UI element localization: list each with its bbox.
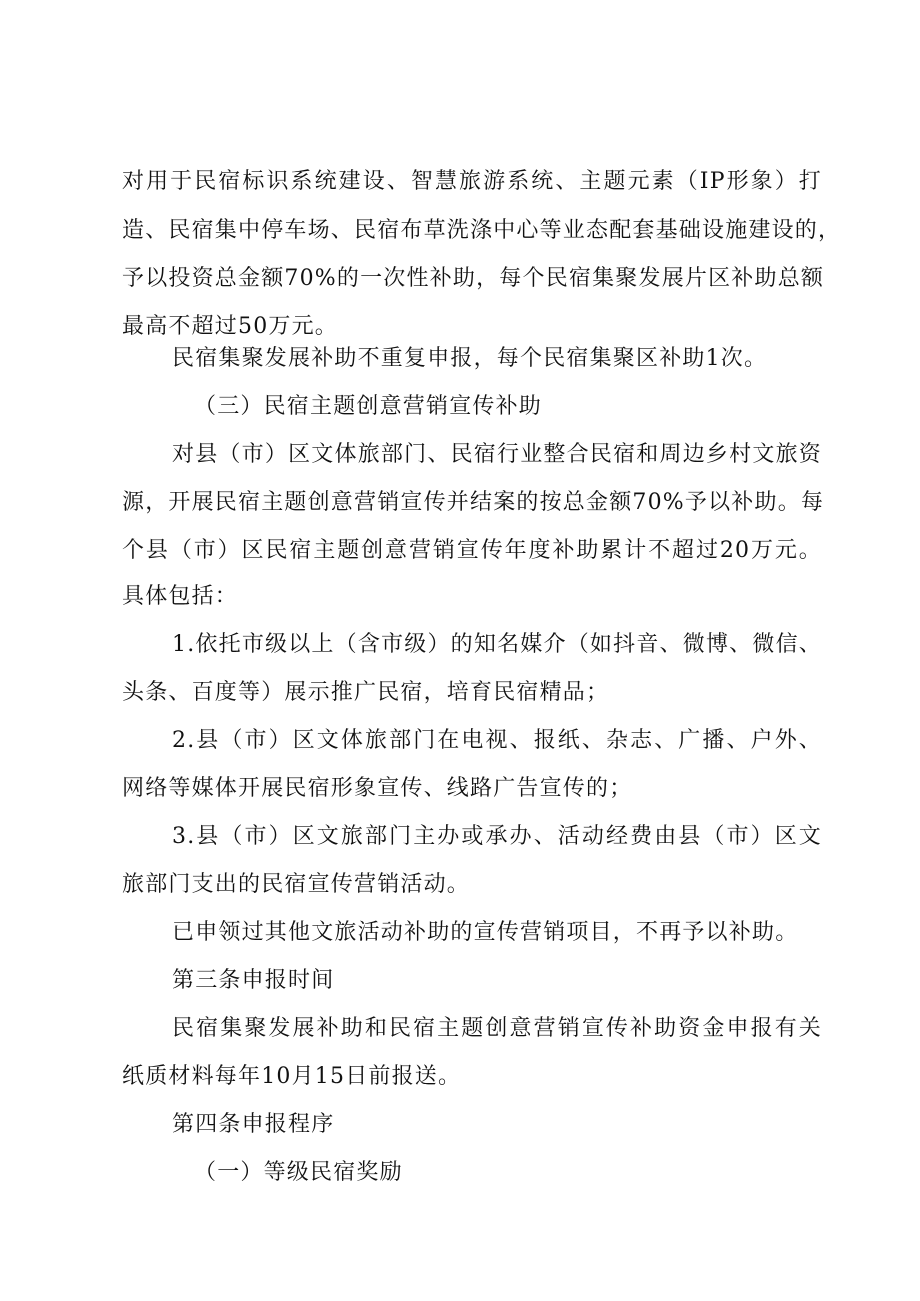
section-heading: （一）等级民宿奖励 bbox=[194, 1160, 403, 1185]
paragraph-line: 造、民宿集中停车场、民宿布草洗涤中心等业态配套基础设施建设的， bbox=[122, 218, 842, 243]
paragraph-line: 已申领过其他文旅活动补助的宣传营销项目，不再予以补助。 bbox=[172, 920, 799, 945]
paragraph-line: 予以投资总金额70%的一次性补助，每个民宿集聚发展片区补助总额 bbox=[122, 266, 825, 291]
list-item-line: 头条、百度等）展示推广民宿，培育民宿精品； bbox=[122, 680, 610, 705]
paragraph-line: 对用于民宿标识系统建设、智慧旅游系统、主题元素（IP形象）打 bbox=[122, 169, 822, 194]
paragraph-line: 源，开展民宿主题创意营销宣传并结案的按总金额70%予以补助。每 bbox=[122, 490, 825, 515]
list-item-line: 旅部门支出的民宿宣传营销活动。 bbox=[122, 872, 471, 897]
paragraph-line: 具体包括： bbox=[122, 584, 239, 609]
paragraph-line: 最高不超过50万元。 bbox=[122, 314, 338, 339]
list-item-line: 2.县（市）区文体旅部门在电视、报纸、杂志、广播、户外、 bbox=[172, 728, 822, 753]
paragraph-line: 对县（市）区文体旅部门、民宿行业整合民宿和周边乡村文旅资 bbox=[172, 442, 822, 467]
paragraph-line: 民宿集聚发展补助不重复申报，每个民宿集聚区补助1次。 bbox=[172, 346, 768, 371]
article-heading: 第三条申报时间 bbox=[172, 968, 335, 993]
paragraph-line: 个县（市）区民宿主题创意营销宣传年度补助累计不超过20万元。 bbox=[122, 538, 822, 563]
list-item-line: 1.依托市级以上（含市级）的知名媒介（如抖音、微博、微信、 bbox=[172, 632, 822, 657]
list-item-line: 网络等媒体开展民宿形象宣传、线路广告宣传的； bbox=[122, 776, 633, 801]
section-heading: （三）民宿主题创意营销宣传补助 bbox=[194, 394, 543, 419]
paragraph-line: 民宿集聚发展补助和民宿主题创意营销宣传补助资金申报有关 bbox=[172, 1016, 822, 1041]
paragraph-line: 纸质材料每年10月15日前报送。 bbox=[122, 1064, 462, 1089]
list-item-line: 3.县（市）区文旅部门主办或承办、活动经费由县（市）区文 bbox=[172, 824, 822, 849]
article-heading: 第四条申报程序 bbox=[172, 1112, 335, 1137]
